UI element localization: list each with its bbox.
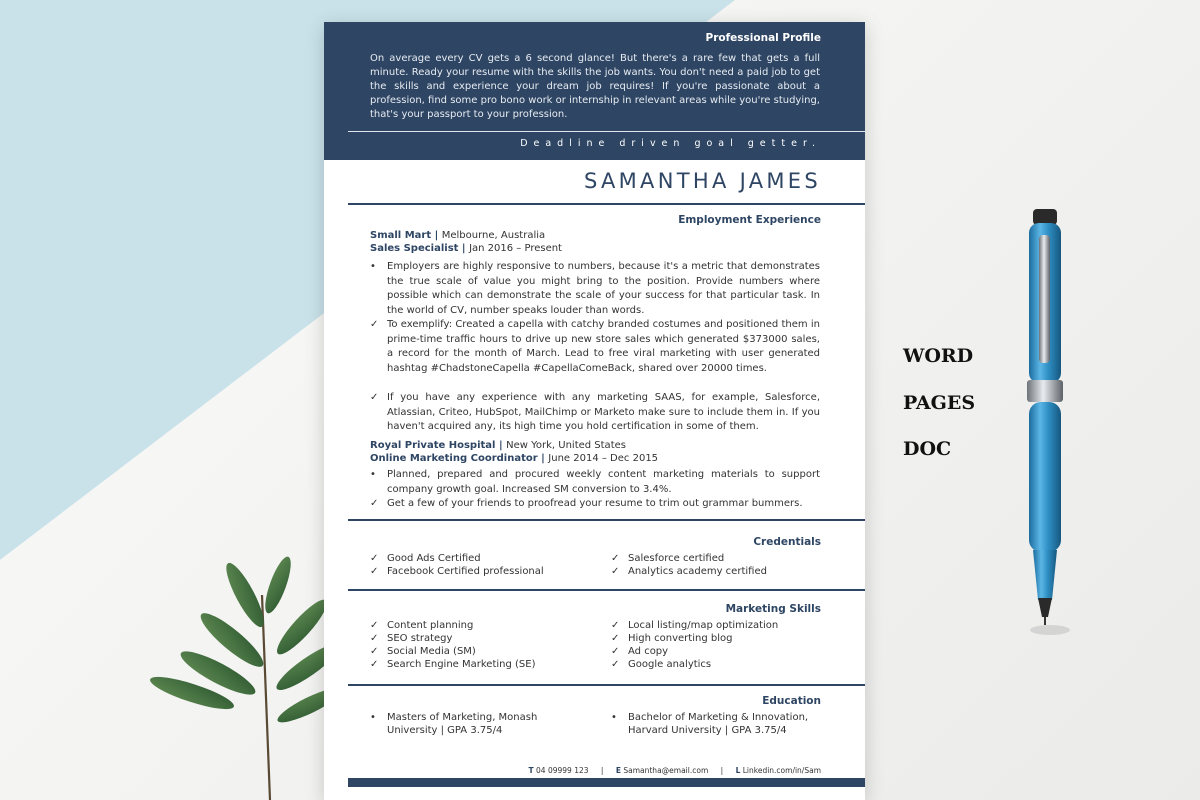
contact-separator: | bbox=[600, 766, 604, 775]
job-1-dates: Jan 2016 – Present bbox=[469, 243, 562, 254]
email-value: Samantha@email.com bbox=[623, 766, 709, 775]
profile-header bbox=[324, 22, 865, 160]
bullet-marker: • bbox=[370, 469, 376, 480]
format-doc-label: DOC bbox=[903, 438, 952, 460]
bullet-text: Planned, prepared and procured weekly content marketing materials to support company growth goal. Increased SM conversion to 3.4%. bbox=[387, 469, 820, 495]
job-2-company: Royal Private Hospital bbox=[370, 440, 496, 451]
bullet-marker: • bbox=[611, 712, 617, 723]
job-1-role-line: Sales Specialist | Jan 2016 – Present bbox=[370, 243, 562, 254]
check-icon: ✓ bbox=[611, 553, 620, 564]
check-icon: ✓ bbox=[611, 646, 620, 657]
contact-footer bbox=[529, 766, 821, 775]
job-2-company-line: Royal Private Hospital | New York, United States bbox=[370, 440, 626, 451]
job-1-role: Sales Specialist bbox=[370, 243, 459, 254]
bullet-text: Get a few of your friends to proofread your resume to trim out grammar bummers. bbox=[387, 498, 803, 509]
section-divider bbox=[348, 203, 865, 205]
section-divider bbox=[348, 519, 865, 521]
credential-item: ✓ Salesforce certified bbox=[611, 553, 725, 564]
bullet-marker: • bbox=[370, 261, 376, 272]
check-icon: ✓ bbox=[611, 620, 620, 631]
job-2-bullet-2 bbox=[370, 497, 820, 512]
check-icon: ✓ bbox=[370, 620, 379, 631]
credentials-title: Credentials bbox=[753, 536, 821, 548]
skill-item: ✓ SEO strategy bbox=[370, 633, 453, 644]
check-icon: ✓ bbox=[370, 392, 379, 403]
job-2-role: Online Marketing Coordinator bbox=[370, 453, 538, 464]
profile-divider bbox=[348, 131, 865, 132]
check-icon: ✓ bbox=[370, 498, 379, 509]
check-icon: ✓ bbox=[611, 659, 620, 670]
profile-text: On average every CV gets a 6 second glance! But there's a rare few that gets a full minute. Ready your resume with the skills the job wants. You don't need a paid job to get the skills and experience your dream job requires! If you're passionate about a profession, find some pro bono work or internship in relevant areas while you're studying, that's your passport to your profession. bbox=[370, 53, 820, 120]
job-1-bullet-3 bbox=[370, 391, 820, 435]
contact-separator: | bbox=[720, 766, 724, 775]
check-icon: ✓ bbox=[611, 633, 620, 644]
job-2-location: New York, United States bbox=[506, 440, 626, 451]
job-1-bullet-1 bbox=[370, 260, 820, 318]
check-icon: ✓ bbox=[611, 566, 620, 577]
bullet-text: Employers are highly responsive to numbers, because it's a metric that demonstrates the true scale of value you might bring to the position. Provide numbers where possible which can demonstrate the scale of your success for that particular task. In the world of CV, number speaks louder than words. bbox=[387, 261, 820, 316]
credential-item: ✓ Good Ads Certified bbox=[370, 553, 481, 564]
linkedin-label: L bbox=[735, 766, 741, 775]
section-divider bbox=[348, 589, 865, 591]
linkedin-value: Linkedin.com/in/Sam bbox=[742, 766, 821, 775]
education-title: Education bbox=[762, 695, 821, 707]
phone-value: 04 09999 123 bbox=[536, 766, 589, 775]
skill-item: ✓ Local listing/map optimization bbox=[611, 620, 779, 631]
bullet-marker: • bbox=[370, 712, 376, 723]
profile-title: Professional Profile bbox=[705, 32, 821, 44]
resume-page bbox=[324, 22, 865, 800]
job-1-location: Melbourne, Australia bbox=[441, 230, 546, 241]
job-1-company: Small Mart bbox=[370, 230, 432, 241]
job-2-dates: June 2014 – Dec 2015 bbox=[548, 453, 659, 464]
phone-label: T bbox=[528, 766, 534, 775]
credential-item: ✓ Facebook Certified professional bbox=[370, 566, 544, 577]
skill-item: ✓ Content planning bbox=[370, 620, 474, 631]
format-pages-label: PAGES bbox=[903, 392, 976, 414]
bullet-text: If you have any experience with any marketing SAAS, for example, Salesforce, Atlassian, Criteo, HubSpot, MailChimp or Marketo make sure to include them in. If you haven't acquired any, its high time you hold certification in some of them. bbox=[387, 392, 820, 433]
skill-item: ✓ Search Engine Marketing (SE) bbox=[370, 659, 536, 670]
format-word-label: WORD bbox=[903, 345, 974, 367]
skill-item: ✓ Ad copy bbox=[611, 646, 669, 657]
check-icon: ✓ bbox=[370, 553, 379, 564]
check-icon: ✓ bbox=[370, 646, 379, 657]
email-label: E bbox=[615, 766, 621, 775]
skill-item: ✓ Social Media (SM) bbox=[370, 646, 476, 657]
job-1-company-line: Small Mart | Melbourne, Australia bbox=[370, 230, 546, 241]
bullet-text: To exemplify: Created a capella with catchy branded costumes and positioned them in prime-time traffic hours to drive up new store sales which generated $373000 sales, a record for the month of March. Lead to free viral marketing with user generated hashtag #ChadstoneCapella #CapellaComeBack, shared over 20000 times. bbox=[387, 319, 820, 374]
skill-item: ✓ Google analytics bbox=[611, 659, 712, 670]
candidate-name: SAMANTHA JAMES bbox=[583, 169, 821, 193]
skills-title: Marketing Skills bbox=[725, 603, 821, 615]
check-icon: ✓ bbox=[370, 566, 379, 577]
job-2-role-line: Online Marketing Coordinator | June 2014 – Dec 2015 bbox=[370, 453, 659, 464]
profile-tagline: Deadline driven goal getter. bbox=[520, 138, 821, 149]
employment-title: Employment Experience bbox=[678, 214, 821, 226]
footer-bar bbox=[348, 778, 865, 787]
credential-item: ✓ Analytics academy certified bbox=[611, 566, 767, 577]
skill-item: ✓ High converting blog bbox=[611, 633, 733, 644]
pen-illustration bbox=[1000, 205, 1090, 645]
check-icon: ✓ bbox=[370, 633, 379, 644]
education-item: • Masters of Marketing, Monash University | GPA 3.75/4 bbox=[370, 712, 538, 736]
check-icon: ✓ bbox=[370, 319, 379, 330]
education-item: • Bachelor of Marketing & Innovation, Harvard University | GPA 3.75/4 bbox=[611, 712, 809, 736]
section-divider bbox=[348, 684, 865, 686]
job-2-bullet-1 bbox=[370, 468, 820, 497]
job-1-bullet-2 bbox=[370, 318, 820, 376]
check-icon: ✓ bbox=[370, 659, 379, 670]
